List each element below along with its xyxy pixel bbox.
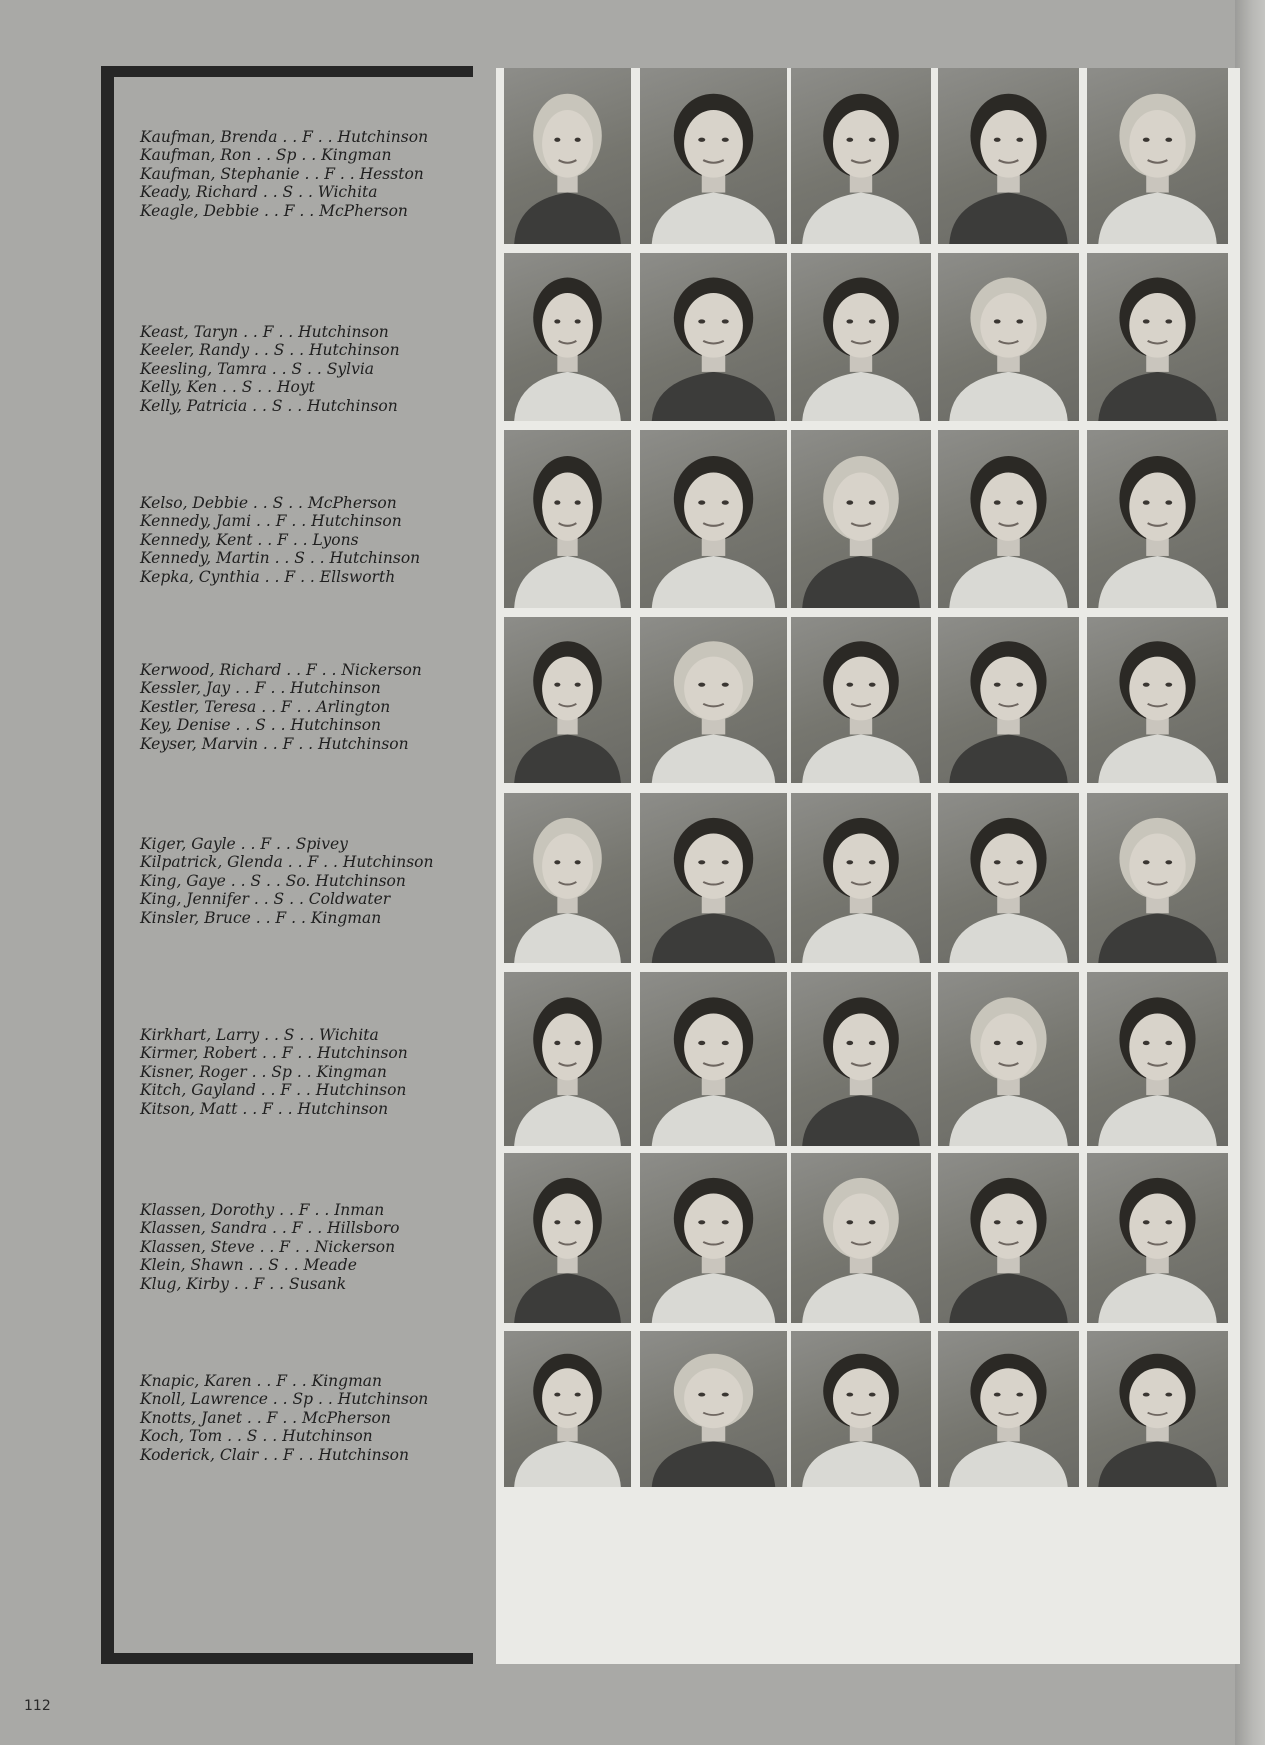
name-group [140,661,480,753]
student-name-entry: Kilpatrick, Glenda . . F . . Hutchinson [140,853,434,872]
portrait-silhouette [1087,972,1228,1146]
portrait-silhouette [504,617,631,783]
portrait-silhouette [791,253,931,421]
student-name-entry: Kitson, Matt . . F . . Hutchinson [140,1099,389,1118]
student-name-entry: Kennedy, Martin . . S . . Hutchinson [140,549,421,568]
portrait-silhouette [938,1331,1079,1487]
student-portrait [1087,617,1228,783]
portrait-silhouette [938,617,1079,783]
student-name-entry: Kitch, Gayland . . F . . Hutchinson [140,1081,407,1100]
student-name-entry: Kiger, Gayle . . F . . Spivey [140,835,348,853]
student-portrait [938,430,1079,608]
student-portrait [791,617,931,783]
student-portrait [1087,68,1228,244]
student-portrait [938,972,1079,1146]
name-group [140,1201,480,1293]
student-name-entry: Kisner, Roger . . Sp . . Kingman [140,1062,387,1081]
student-name-entry: Kinsler, Bruce . . F . . Kingman [140,908,382,927]
student-name-entry: Kelly, Ken . . S . . Hoyt [140,378,315,397]
portrait-silhouette [1087,1153,1228,1323]
student-name-entry: Keesling, Tamra . . S . . Sylvia [140,359,375,378]
portrait-silhouette [640,617,787,783]
student-name-entry: Klein, Shawn . . S . . Meade [140,1256,357,1275]
portrait-silhouette [791,972,931,1146]
student-name-entry: Kirkhart, Larry . . S . . Wichita [140,1026,379,1044]
student-portrait [1087,972,1228,1146]
student-portrait [640,253,787,421]
student-name-entry: Koch, Tom . . S . . Hutchinson [140,1427,373,1446]
student-portrait [938,793,1079,963]
student-name-entry: Klug, Kirby . . F . . Susank [140,1274,347,1293]
student-name-entry: Kennedy, Kent . . F . . Lyons [140,530,359,549]
student-name-entry: King, Jennifer . . S . . Coldwater [140,890,391,909]
student-name-entry: Keady, Richard . . S . . Wichita [140,183,378,202]
student-portrait [504,1153,631,1323]
student-name-entry: Klassen, Sandra . . F . . Hillsboro [140,1219,400,1238]
student-name-entry: Knapic, Karen . . F . . Kingman [140,1372,382,1390]
student-portrait [640,617,787,783]
portrait-silhouette [1087,68,1228,244]
student-portrait [938,1331,1079,1487]
student-portrait [504,972,631,1146]
student-portrait [1087,430,1228,608]
student-portrait [640,1153,787,1323]
portrait-silhouette [504,68,631,244]
student-name-entry: Klassen, Steve . . F . . Nickerson [140,1237,396,1256]
student-portrait [504,430,631,608]
portrait-silhouette [938,972,1079,1146]
student-portrait [504,617,631,783]
portrait-silhouette [1087,793,1228,963]
name-group [140,128,480,220]
student-portrait [1087,253,1228,421]
portrait-silhouette [504,1153,631,1323]
student-name-entry: Koderick, Clair . . F . . Hutchinson [140,1445,409,1464]
portrait-silhouette [640,972,787,1146]
student-name-entry: Keagle, Debbie . . F . . McPherson [140,201,408,220]
portrait-silhouette [640,430,787,608]
student-name-entry: Keeler, Randy . . S . . Hutchinson [140,341,400,360]
name-group [140,323,480,415]
portrait-silhouette [504,793,631,963]
student-portrait [504,793,631,963]
student-name-entry: Knoll, Lawrence . . Sp . . Hutchinson [140,1390,429,1409]
student-name-entry: Kestler, Teresa . . F . . Arlington [140,697,391,716]
name-group [140,494,480,586]
portrait-silhouette [504,972,631,1146]
student-name-entry: Kaufman, Stephanie . . F . . Hesston [140,164,424,183]
student-portrait [504,1331,631,1487]
portrait-silhouette [1087,1331,1228,1487]
student-portrait [791,1331,931,1487]
student-portrait [791,972,931,1146]
student-name-entry: Kennedy, Jami . . F . . Hutchinson [140,512,402,531]
name-group [140,1372,480,1464]
portrait-silhouette [791,617,931,783]
student-portrait [1087,793,1228,963]
student-name-entry: Kelly, Patricia . . S . . Hutchinson [140,396,398,415]
student-portrait [504,253,631,421]
student-portrait [640,1331,787,1487]
portrait-silhouette [791,68,931,244]
portrait-silhouette [938,1153,1079,1323]
student-portrait [1087,1153,1228,1323]
student-portrait [938,68,1079,244]
portrait-silhouette [504,253,631,421]
name-group [140,835,480,927]
portrait-silhouette [1087,617,1228,783]
student-portrait [640,972,787,1146]
portrait-silhouette [791,1331,931,1487]
student-portrait [791,253,931,421]
portrait-silhouette [504,1331,631,1487]
portrait-silhouette [640,1331,787,1487]
student-name-entry: Kelso, Debbie . . S . . McPherson [140,494,397,512]
portrait-silhouette [938,68,1079,244]
student-name-entry: King, Gaye . . S . . So. Hutchinson [140,871,406,890]
page-number: 112 [24,1698,51,1714]
portrait-silhouette [791,793,931,963]
portrait-silhouette [640,253,787,421]
portrait-silhouette [791,430,931,608]
portrait-silhouette [938,430,1079,608]
student-portrait [938,253,1079,421]
student-name-entry: Kepka, Cynthia . . F . . Ellsworth [140,567,396,586]
portrait-silhouette [938,253,1079,421]
student-portrait [938,1153,1079,1323]
portrait-silhouette [938,793,1079,963]
student-name-entry: Knotts, Janet . . F . . McPherson [140,1408,391,1427]
student-name-entry: Keyser, Marvin . . F . . Hutchinson [140,734,409,753]
portrait-silhouette [1087,253,1228,421]
portrait-silhouette [791,1153,931,1323]
student-portrait [791,793,931,963]
portrait-silhouette [640,793,787,963]
student-portrait [791,430,931,608]
student-name-entry: Keast, Taryn . . F . . Hutchinson [140,323,389,341]
student-portrait [791,1153,931,1323]
portrait-silhouette [504,430,631,608]
student-portrait [791,68,931,244]
student-portrait [938,617,1079,783]
student-name-entry: Kessler, Jay . . F . . Hutchinson [140,679,381,698]
portrait-silhouette [1087,430,1228,608]
student-name-entry: Kirmer, Robert . . F . . Hutchinson [140,1044,408,1063]
student-name-entry: Kaufman, Brenda . . F . . Hutchinson [140,128,429,146]
student-name-entry: Key, Denise . . S . . Hutchinson [140,716,382,735]
student-name-entry: Klassen, Dorothy . . F . . Inman [140,1201,385,1219]
portrait-silhouette [640,1153,787,1323]
student-name-entry: Kaufman, Ron . . Sp . . Kingman [140,146,392,165]
student-portrait [640,793,787,963]
student-portrait [504,68,631,244]
student-portrait [1087,1331,1228,1487]
student-name-entry: Kerwood, Richard . . F . . Nickerson [140,661,422,679]
portrait-grid [496,68,1240,1664]
portrait-silhouette [640,68,787,244]
name-group [140,1026,480,1118]
student-portrait [640,430,787,608]
student-portrait [640,68,787,244]
